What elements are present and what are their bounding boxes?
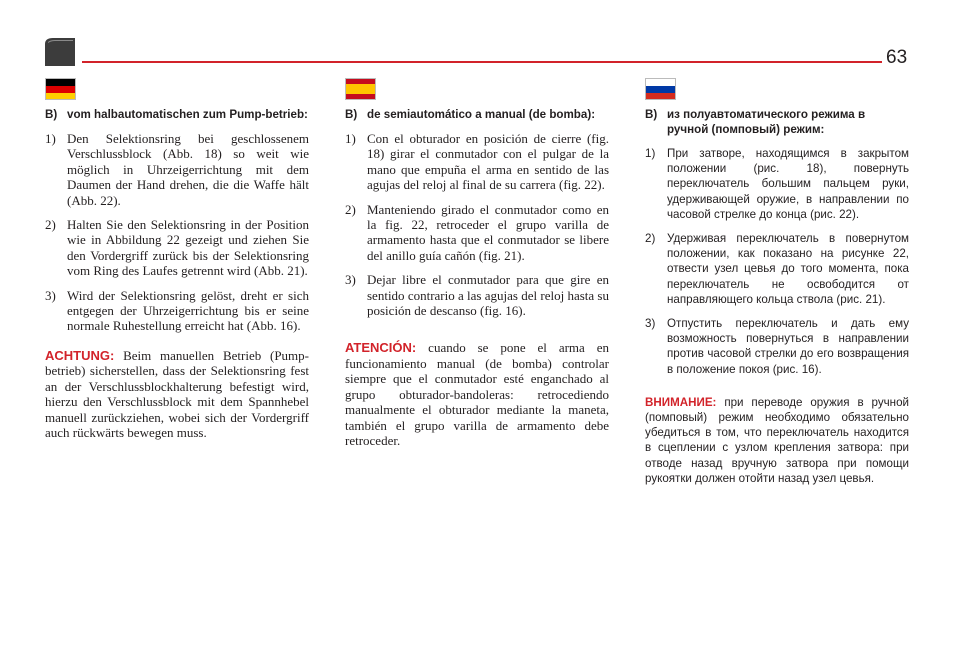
list-item: 2) Manteniendo girado el conmutador como en la fig. 22, retroceder el grupo varilla de armamento hasta que el conmutador se libere del anillo guía cañón (fig. 21). xyxy=(345,201,609,263)
list-item: 3) Отпустить переключатель и дать ему возможность повернуться в направлении против часовой стрелки до его возвращения в положение покоя (рис. 16). xyxy=(645,317,909,376)
list-item: 3) Dejar libre el conmutador para que gire en sentido contrario a las agujas del reloj hasta su posición de descanso (fig. 16). xyxy=(345,272,609,319)
column-german xyxy=(45,107,309,440)
list-item: 2) Удерживая переключатель в повернутом положении, как показано на рисунке 22, отвести узел цевья до того момента, пока переключатель не освободится от направляющего кольца ствола (рис. 21). xyxy=(645,232,909,306)
column-spanish xyxy=(345,107,609,448)
brand-logo-icon xyxy=(45,38,75,66)
list-item: 1) Con el obturador en posición de cierre (fig. 18) girar el conmutador con el pulgar de la mano que empuña el arma en sentido de las agujas del reloj al final de su carrera (fig. 22). xyxy=(345,131,609,193)
list-item: 2) Halten Sie den Selektionsring in der Position wie in Abbildung 22 gezeigt und ziehen Sie den Vordergriff zurück bis der Selektionsring vom Ring des Laufes getrennt wird (Abb. 21). xyxy=(45,217,309,279)
list-item: 3) Wird der Selektionsring gelöst, dreht er sich entgegen der Uhrzeigerrichtung bis er seine normale Ruhestellung erreicht hat (Abb. 16). xyxy=(45,287,309,334)
list-item: 1) Den Selektionsring bei geschlossenem Verschlussblock (Abb. 18) so weit wie möglich in Uhrzeigerrichtung mit dem Daumen der Hand drehen, die die Waffe hält (Abb. 22). xyxy=(45,131,309,208)
list-item: 1) При затворе, находящимся в закрытом положении (рис. 18), повернуть переключатель большим пальцем руки, удерживающей оружие, в направлении по часовой стрелке до конца (рис. 22). xyxy=(645,147,909,221)
warning-note: ВНИМАНИЕ: при переводе оружия в ручной (помповый) режим необходимо обязательно убедиться в том, что переключатель находится в сцеплении с узлом крепления затвора: при отводе назад вручную затвора при помощи рукоятки должен отойти назад узел цевья. xyxy=(645,395,909,485)
page-number: 63 xyxy=(886,47,908,68)
spanish-flag-icon xyxy=(345,78,376,100)
german-flag-icon xyxy=(45,78,76,100)
section-heading: B) из полуавтоматического режима в ручной (помповый) режим: xyxy=(645,108,866,136)
warning-note: ACHTUNG: Beim manuellen Betrieb (Pump-betrieb) sicherstellen, dass der Selektionsring fest an der Verschlussblockhalterung befestigt wird, hierzu den Verschlussblock mit dem Spannhebel manuell zurückziehen, wobei sich der Vordergriff auch rückwärts bewegen muss. xyxy=(45,347,309,440)
column-russian xyxy=(645,107,909,486)
section-heading: B) vom halbautomatischen zum Pump-betrieb: xyxy=(45,108,308,121)
warning-note: ATENCIÓN: cuando se pone el arma en funcionamiento manual (de bomba) controlar siempre que el conmutador esté enganchado al grupo obturador-bandoleras: retrocediendo manualmente el obturador mediante la maneta, también el grupo varilla de armamento debe retroceder. xyxy=(345,340,609,448)
header-rule xyxy=(82,61,882,63)
section-heading: B) de semiautomático a manual (de bomba): xyxy=(345,108,596,121)
russian-flag-icon xyxy=(645,78,676,100)
